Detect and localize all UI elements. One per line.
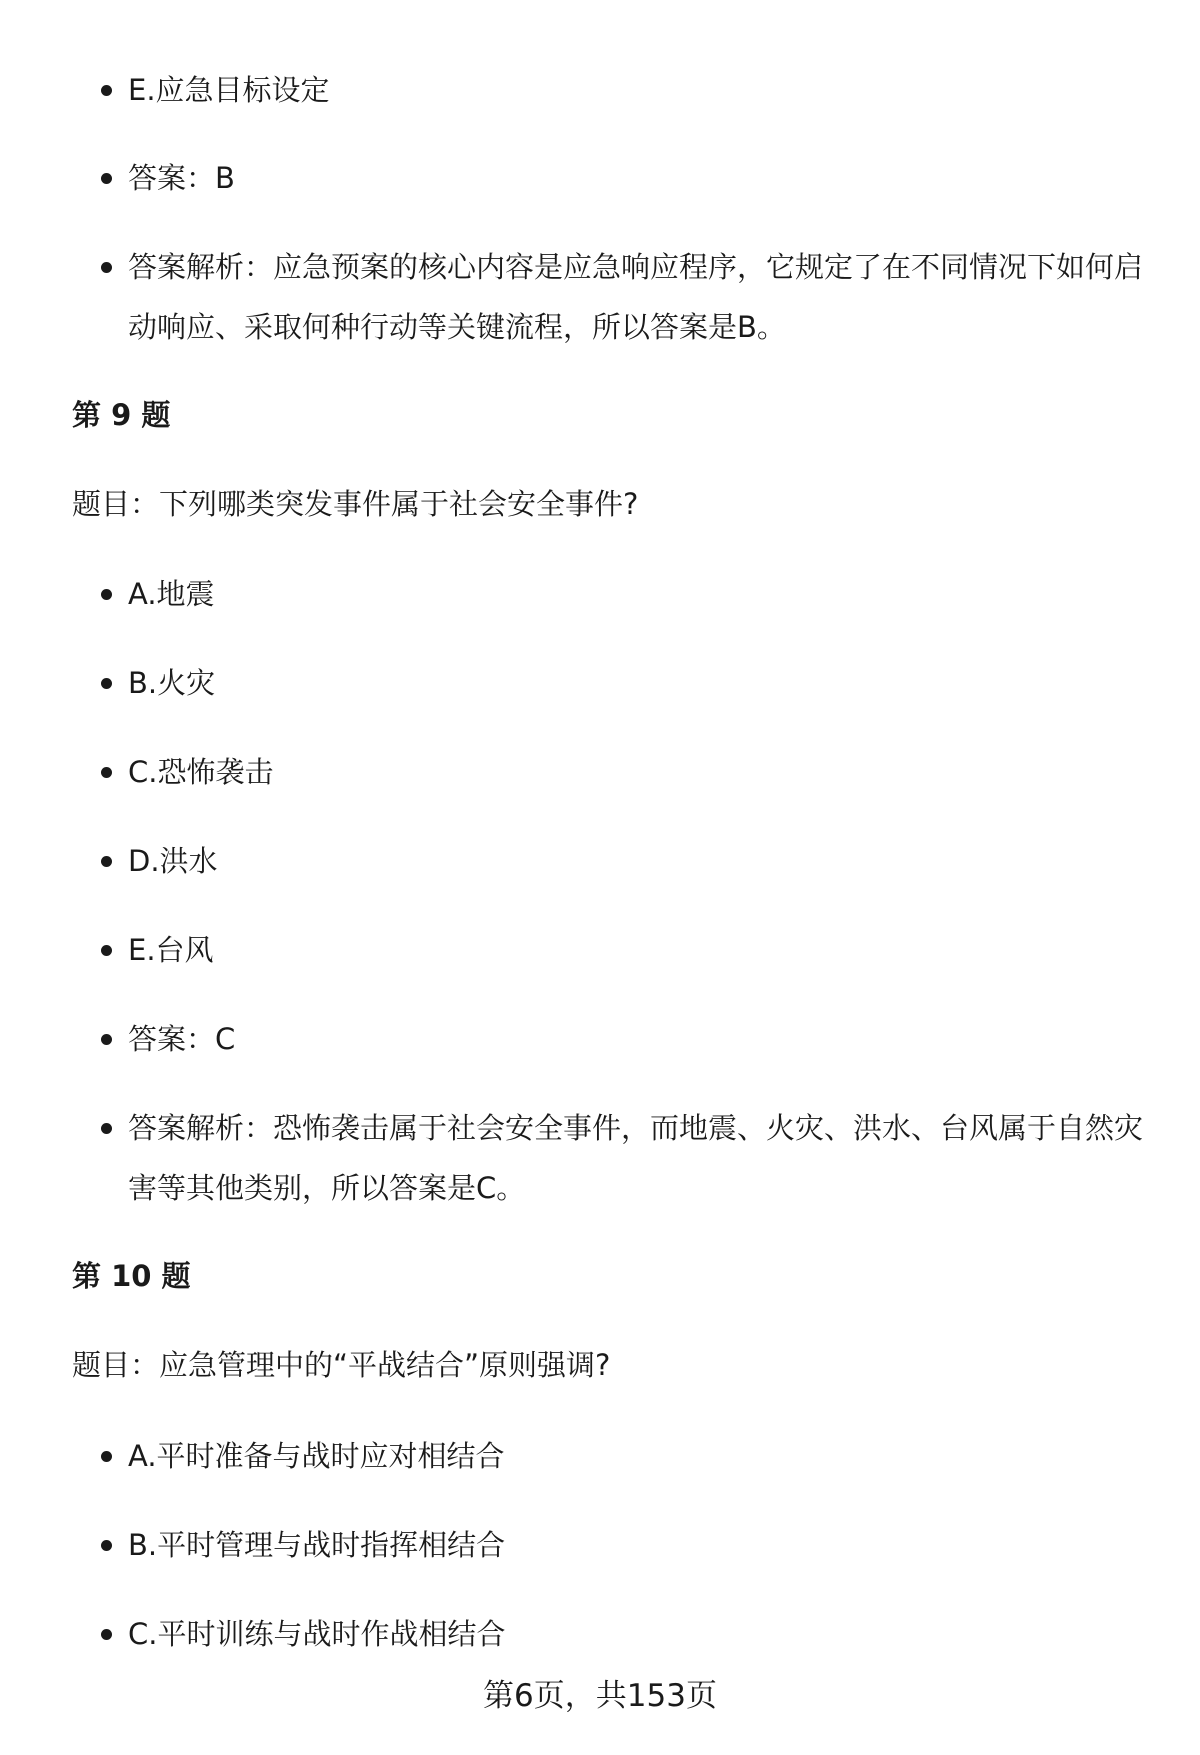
- q10-option-c: C.平时训练与战时作战相结合: [128, 1604, 1148, 1664]
- q9-answer: 答案：C: [128, 1009, 1148, 1069]
- q8-analysis: 答案解析：应急预案的核心内容是应急响应程序，它规定了在不同情况下如何启动响应、采取何种行动等关键流程，所以答案是B。: [128, 237, 1148, 357]
- q9-question: 题目：下列哪类突发事件属于社会安全事件?: [72, 487, 639, 521]
- q9-analysis: 答案解析：恐怖袭击属于社会安全事件，而地震、火灾、洪水、台风属于自然灾害等其他类别，所以答案是C。: [128, 1098, 1148, 1218]
- q9-option-a: A.地震: [128, 564, 1148, 624]
- q9-option-c: C.恐怖袭击: [128, 742, 1148, 802]
- q9-option-d: D.洪水: [128, 831, 1148, 891]
- q9-heading: 第 9 题: [72, 398, 171, 432]
- q10-option-a: A.平时准备与战时应对相结合: [128, 1426, 1148, 1486]
- q9-option-e: E.台风: [128, 920, 1148, 980]
- q10-heading: 第 10 题: [72, 1259, 191, 1293]
- q8-answer: 答案：B: [128, 148, 1148, 208]
- page-number: 第6页，共153页: [483, 1678, 717, 1714]
- q10-option-b: B.平时管理与战时指挥相结合: [128, 1515, 1148, 1575]
- q8-option-e: E.应急目标设定: [128, 60, 1148, 120]
- q10-question: 题目：应急管理中的“平战结合”原则强调?: [72, 1348, 611, 1382]
- q9-option-b: B.火灾: [128, 653, 1148, 713]
